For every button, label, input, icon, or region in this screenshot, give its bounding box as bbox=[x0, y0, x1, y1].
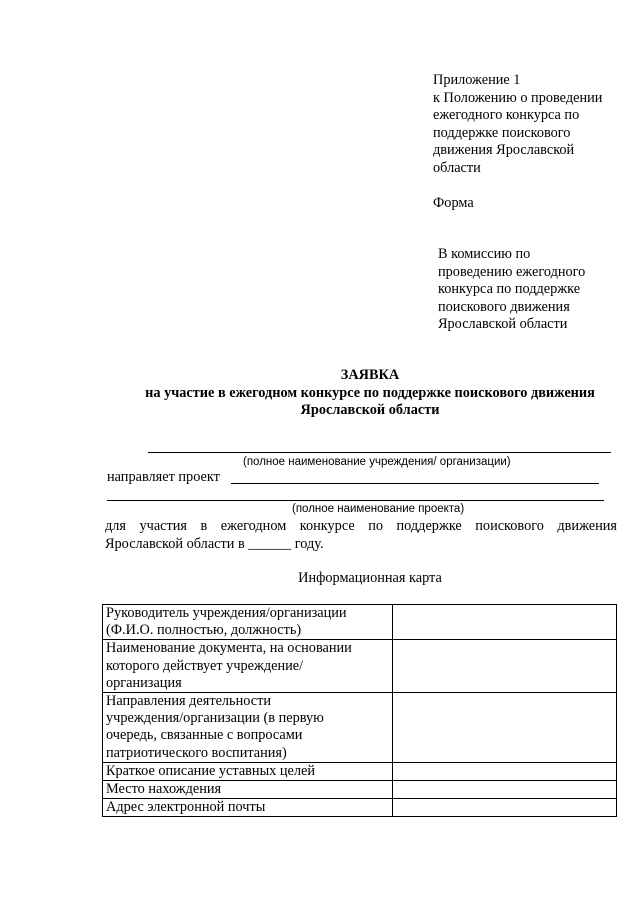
addressee-line: конкурса по поддержке bbox=[438, 281, 581, 298]
row-value-cell[interactable] bbox=[393, 799, 617, 817]
row-label-line: патриотического воспитания) bbox=[106, 744, 287, 761]
appendix-line: движения Ярославской bbox=[433, 142, 575, 159]
purpose-word: движения bbox=[557, 518, 617, 534]
purpose-line bbox=[105, 518, 617, 536]
row-label-line: (Ф.И.О. полностью, должность) bbox=[106, 622, 302, 639]
addressee-line: Ярославской области bbox=[438, 316, 568, 333]
sends-project-label: направляет проект bbox=[107, 469, 220, 485]
purpose-word: поддержке bbox=[396, 518, 462, 534]
appendix-note bbox=[433, 72, 633, 178]
purpose-line-2: Ярославской области в ______ году. bbox=[105, 536, 324, 552]
addressee-line: поискового движения bbox=[438, 298, 570, 315]
row-value-cell[interactable] bbox=[393, 781, 617, 799]
row-value-cell[interactable] bbox=[393, 762, 617, 780]
title-subtitle-region: Ярославской области bbox=[300, 402, 440, 419]
row-label-line: Направления деятельности bbox=[106, 693, 271, 710]
appendix-line: ежегодного конкурса по bbox=[433, 107, 580, 124]
row-label bbox=[103, 762, 393, 780]
appendix-line: области bbox=[433, 159, 481, 176]
purpose-word: по bbox=[368, 518, 384, 534]
row-label-line: Место нахождения bbox=[106, 781, 222, 798]
row-label bbox=[103, 605, 393, 640]
purpose-word: в bbox=[200, 518, 208, 534]
project-name-caption: (полное наименование проекта) bbox=[292, 503, 465, 515]
document-title bbox=[100, 367, 640, 420]
table-row bbox=[103, 693, 617, 763]
row-label bbox=[103, 640, 393, 693]
row-value-cell[interactable] bbox=[393, 693, 617, 763]
info-card-heading: Информационная карта bbox=[298, 570, 442, 586]
form-label: Форма bbox=[433, 195, 474, 211]
purpose-word: поискового bbox=[475, 518, 544, 534]
appendix-line: поддержке поискового bbox=[433, 124, 571, 141]
row-label-line: организация bbox=[106, 674, 182, 691]
org-name-blank-line[interactable] bbox=[148, 452, 611, 453]
row-label bbox=[103, 781, 393, 799]
appendix-line: Приложение 1 bbox=[433, 72, 521, 88]
info-card-table bbox=[102, 604, 617, 817]
org-name-caption: (полное наименование учреждения/ организации) bbox=[243, 456, 511, 468]
row-label bbox=[103, 799, 393, 817]
addressee-block bbox=[438, 246, 628, 334]
addressee-line: проведению ежегодного bbox=[438, 263, 586, 280]
addressee-line: В комиссию по bbox=[438, 246, 531, 262]
row-label-line: Краткое описание уставных целей bbox=[106, 762, 316, 779]
title-main: ЗАЯВКА bbox=[340, 367, 400, 383]
row-label-line: Адрес электронной почты bbox=[106, 799, 266, 816]
purpose-word: ежегодном bbox=[220, 518, 287, 534]
purpose-word: участия bbox=[139, 518, 188, 534]
purpose-word: конкурсе bbox=[299, 518, 355, 534]
table-row bbox=[103, 762, 617, 780]
row-label-line: учреждения/организации (в первую bbox=[106, 710, 324, 727]
table-row bbox=[103, 605, 617, 640]
purpose-word: для bbox=[105, 518, 126, 534]
row-label-line: Руководитель учреждения/организации bbox=[106, 605, 347, 621]
project-name-blank-line-2[interactable] bbox=[107, 500, 604, 501]
table-row bbox=[103, 781, 617, 799]
table-row bbox=[103, 799, 617, 817]
row-value-cell[interactable] bbox=[393, 605, 617, 640]
row-value-cell[interactable] bbox=[393, 640, 617, 693]
project-name-blank-line[interactable] bbox=[231, 483, 599, 484]
table-row bbox=[103, 640, 617, 693]
row-label-line: очередь, связанные с вопросами bbox=[106, 727, 303, 744]
title-subtitle: на участие в ежегодном конкурсе по поддержке поискового движения bbox=[145, 384, 595, 401]
row-label-line: которого действует учреждение/ bbox=[106, 657, 304, 674]
appendix-line: к Положению о проведении bbox=[433, 89, 603, 106]
row-label-line: Наименование документа, на основании bbox=[106, 640, 352, 657]
row-label bbox=[103, 693, 393, 763]
